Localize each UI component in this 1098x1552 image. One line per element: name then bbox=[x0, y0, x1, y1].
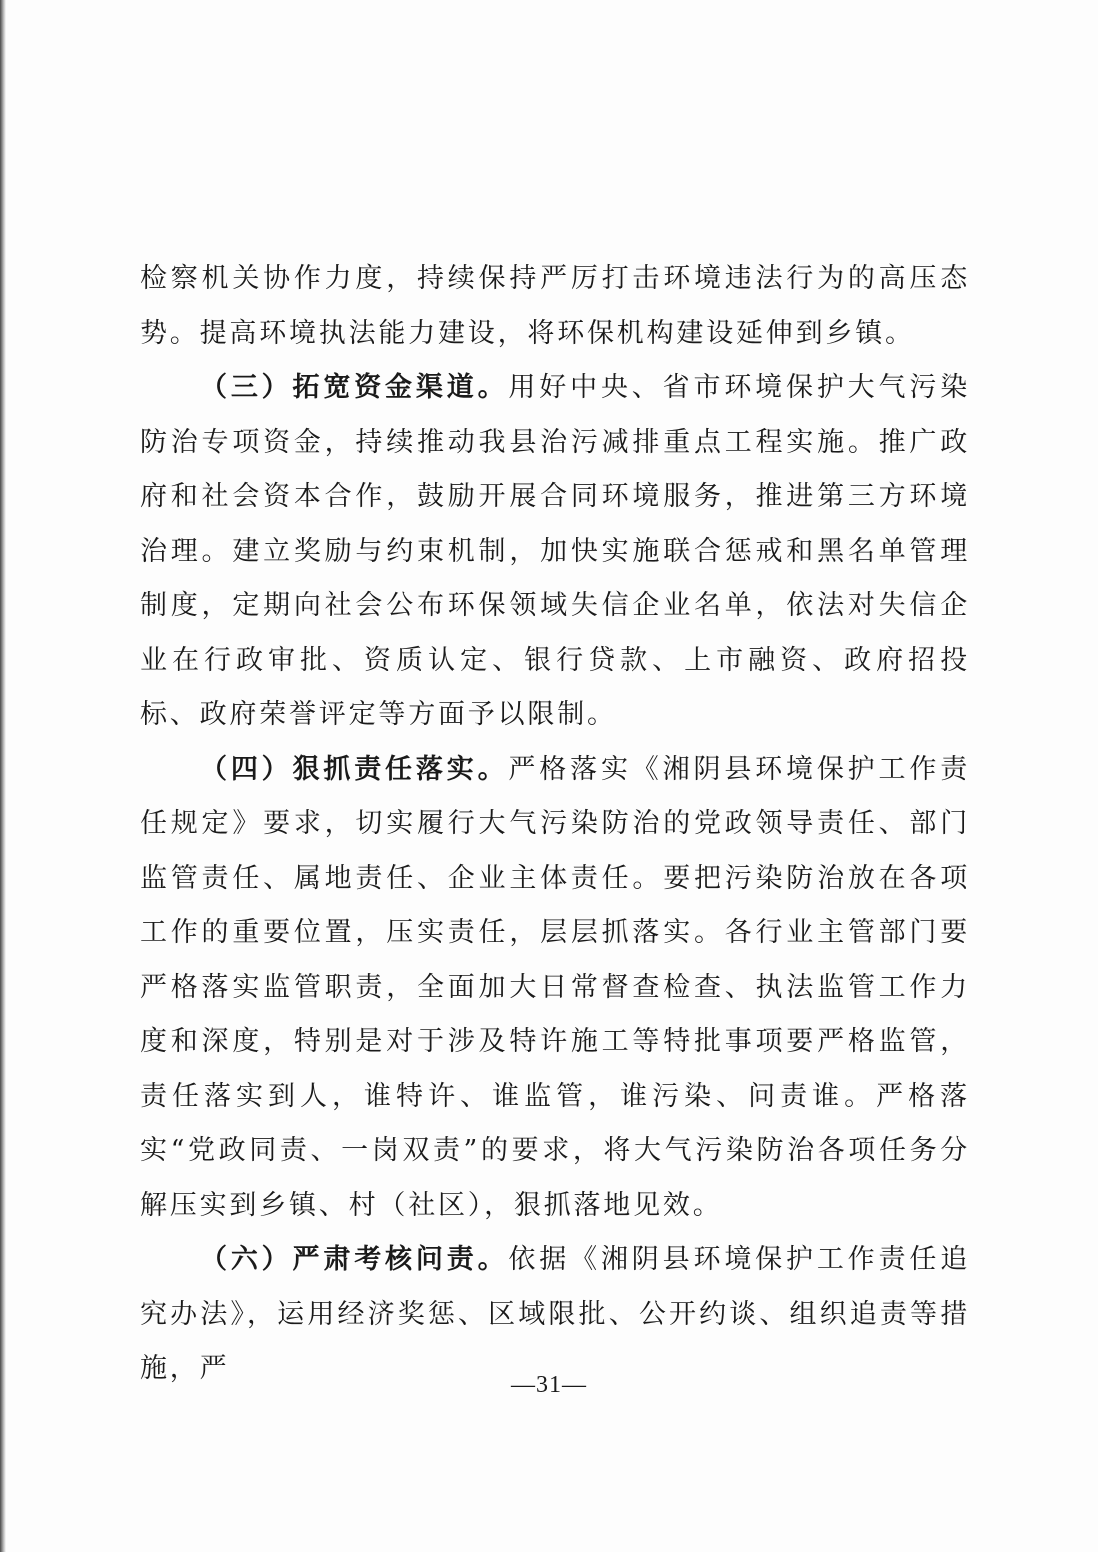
section-heading: （六）严肃考核问责。 bbox=[200, 1244, 509, 1275]
paragraph-text: 检察机关协作力度，持续保持严厉打击环境违法行为的高压态势。提高环境执法能力建设，将环保机构建设延伸到乡镇。 bbox=[140, 263, 970, 349]
section-heading: （四）狠抓责任落实。 bbox=[200, 753, 509, 785]
paragraph-responsibility bbox=[140, 743, 970, 1234]
paragraph-text: 用好中央、省市环境保护大气污染防治专项资金，持续推动我县治污减排重点工程实施。推广政府和社会资本合作，鼓励开展合同环境服务，推进第三方环境治理。建立奖励与约束机制，加快实施联合惩戒和黑名单管理制度，定期向社会公布环保领域失信企业名单，依法对失信企业在行政审批、资质认定、银行贷款、上市融资、政府招投标、政府荣誉评定等方面予以限制。 bbox=[140, 372, 971, 730]
paragraph-continuation bbox=[140, 252, 970, 361]
scan-edge-shadow bbox=[0, 0, 6, 1552]
body-text bbox=[140, 252, 970, 1397]
paragraph-funding-channels bbox=[140, 361, 970, 743]
section-heading: （三）拓宽资金渠道。 bbox=[200, 372, 509, 403]
paragraph-text: 依据《湘阴县环境保护工作责任追究办法》，运用经济奖惩、区域限批、公开约谈、组织追责等措施，严 bbox=[140, 1244, 971, 1384]
page-number: —31— bbox=[511, 1372, 587, 1398]
paragraph-text: 严格落实《湘阴县环境保护工作责任规定》要求，切实履行大气污染防治的党政领导责任、部门监管责任、属地责任、企业主体责任。要把污染防治放在各项工作的重要位置，压实责任，层层抓落实。各行业主管部门要严格落实监管职责，全面加大日常督查检查、执法监管工作力度和深度，特别是对于涉及特许施工等特批事项要严格监管，责任落实到人，谁特许、谁监管，谁污染、问责谁。严格落实“党政同责、一岗双责”的要求，将大气污染防治各项任务分解压实到乡镇、村（社区），狠抓落地见效。 bbox=[140, 753, 971, 1221]
